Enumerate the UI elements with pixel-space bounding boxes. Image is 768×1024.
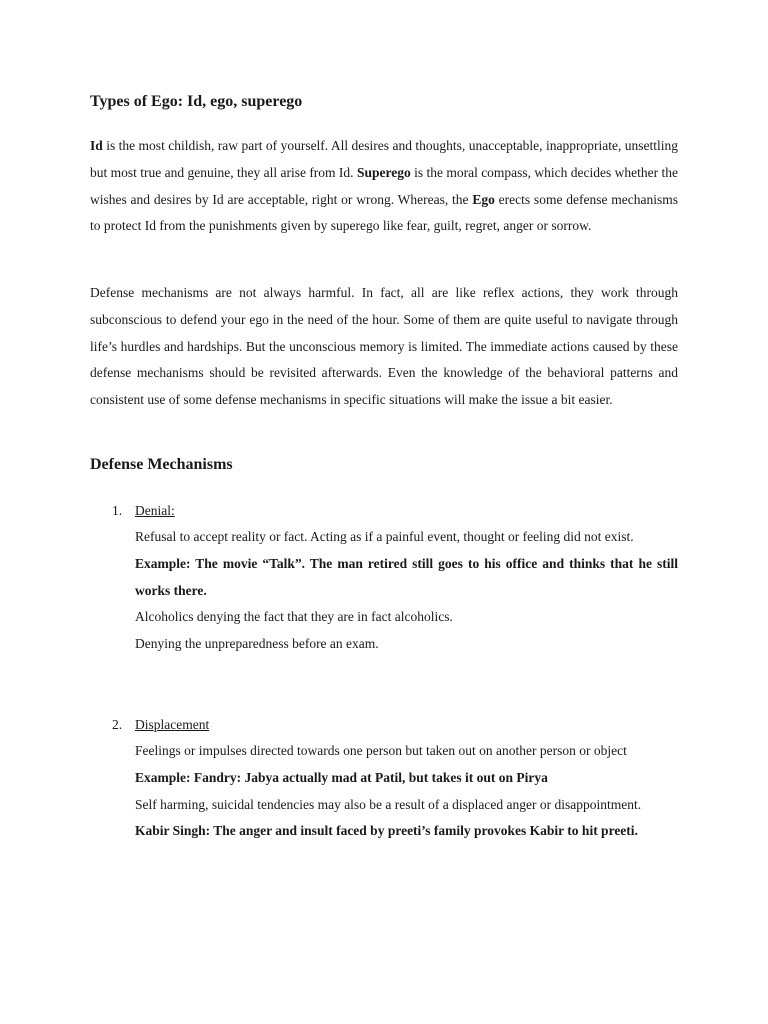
example-text: Kabir Singh: The anger and insult faced by preeti’s family provokes Kabir to hit preeti.	[135, 823, 638, 839]
list-item-body-denial	[135, 524, 678, 658]
paragraph-text: is the most childish, raw part of yourself. All desires and thoughts, unacceptable, inappropriate, unsettling but most true and genuine, they all arise from Id.	[90, 138, 678, 180]
example-line: Self harming, suicidal tendencies may also be a result of a displaced anger or disappointment.	[135, 796, 642, 812]
section-heading-ego-types: Types of Ego: Id, ego, superego	[90, 93, 303, 110]
list-number: 2.	[112, 717, 123, 732]
definition-text: Feelings or impulses directed towards one person but taken out on another person or object	[135, 743, 627, 758]
term-id: Id	[90, 138, 103, 153]
paragraph-text: erects some defense mechanisms to protect Id from the punishments given by superego like fear, guilt, regret, anger or sorrow.	[90, 191, 678, 234]
term-superego: Superego	[356, 164, 411, 180]
example-text: Example: The movie “Talk”. The man retired still goes to his office and thinks that he still works there.	[135, 555, 678, 598]
definition-text: Refusal to accept reality or fact. Acting as if a painful event, thought or feeling did not exist.	[135, 529, 634, 544]
example-text: Example: Fandry: Jabya actually mad at Patil, but takes it out on Pirya	[135, 769, 548, 785]
example-line: Denying the unpreparedness before an exam.	[135, 636, 379, 652]
list-item-title-displacement: Displacement	[135, 717, 210, 732]
list-item-body-displacement	[135, 738, 678, 845]
term-ego: Ego	[472, 191, 495, 207]
list-number: 1.	[112, 503, 123, 518]
paragraph-id-ego-superego	[90, 133, 678, 240]
example-line: Alcoholics denying the fact that they are in fact alcoholics.	[135, 609, 453, 625]
paragraph-defense-mechanisms-intro: Defense mechanisms are not always harmful. In fact, all are like reflex actions, they work through subconscious to defend your ego in the need of the hour. Some of them are quite useful to navigate through life’s hurdles and hardships. But the unconscious memory is limited. The immediate actions caused by these defense mechanisms should be revisited afterwards. Even the knowledge of the behavioral patterns and consistent use of some defense mechanisms in specific situations will make the issue a bit easier.	[90, 285, 678, 408]
list-item-title-denial: Denial:	[135, 503, 175, 518]
paragraph-text: is the moral compass, which decides whether the wishes and desires by Id are acceptable, right or wrong. Whereas, the	[90, 164, 679, 207]
section-heading-defense-mechanisms: Defense Mechanisms	[90, 456, 233, 473]
